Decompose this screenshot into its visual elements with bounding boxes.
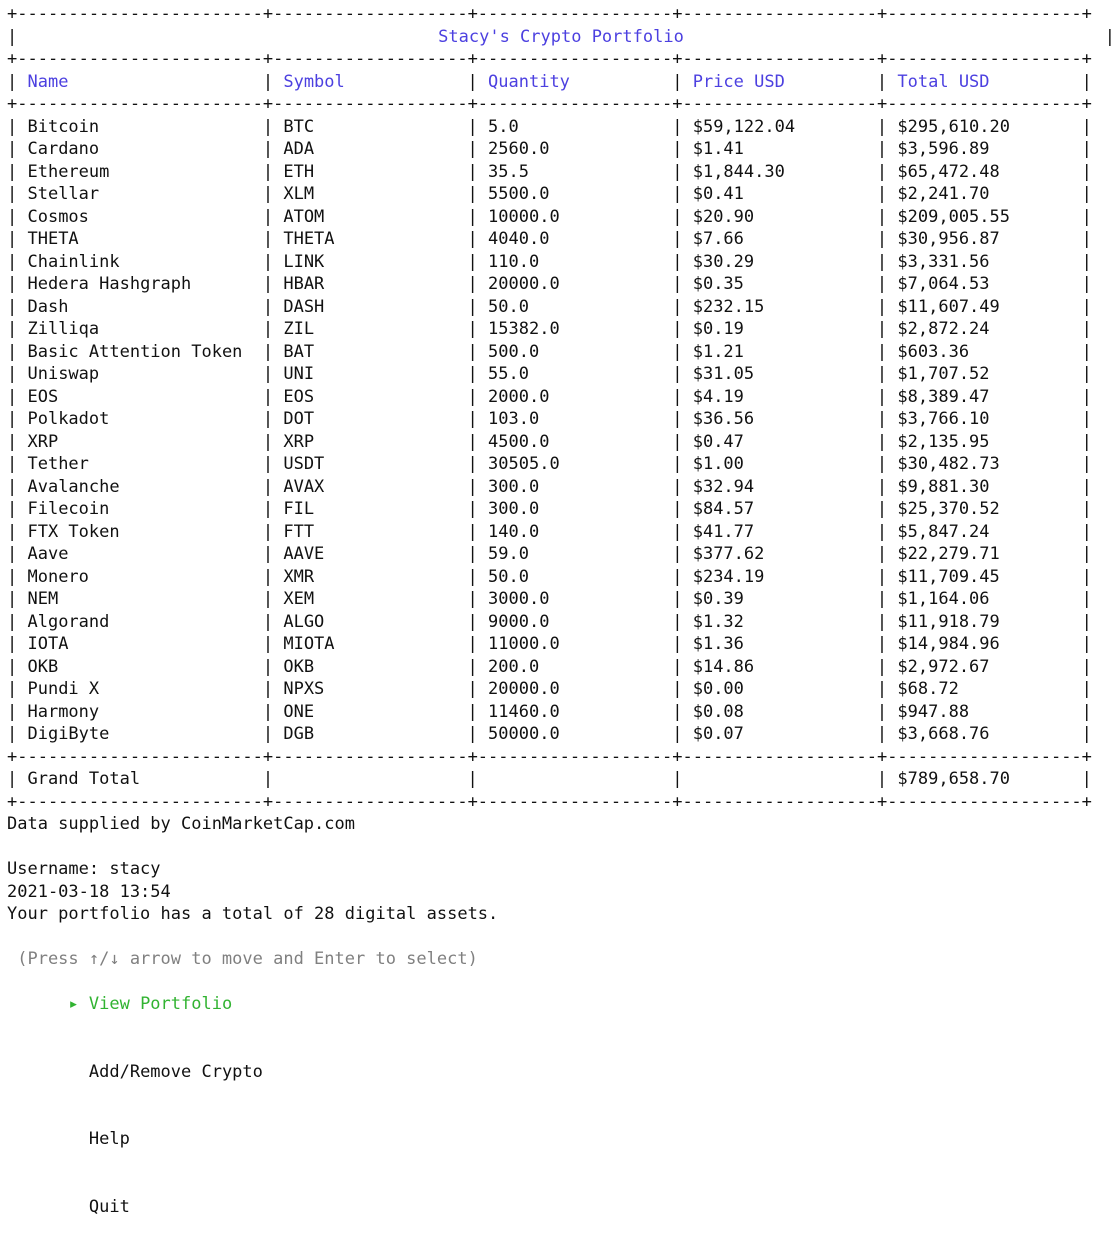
cell-symbol: | FTT xyxy=(263,521,468,544)
cell-quantity: | 20000.0 xyxy=(468,678,673,701)
cell-quantity: | 50.0 xyxy=(468,566,673,589)
cell-total: | $295,610.20 xyxy=(877,116,1082,139)
pipe xyxy=(1082,161,1092,184)
cell-quantity: | 11460.0 xyxy=(468,701,673,724)
table-row xyxy=(7,656,1115,679)
pipe xyxy=(1082,296,1092,319)
cell-name: | Pundi X xyxy=(7,678,263,701)
table-title-row xyxy=(7,26,1115,49)
cell-quantity: | 140.0 xyxy=(468,521,673,544)
cell-quantity: | 4500.0 xyxy=(468,431,673,454)
pipe xyxy=(1082,228,1092,251)
cell-total: | $5,847.24 xyxy=(877,521,1082,544)
pipe xyxy=(1082,656,1092,679)
cell-total: | $2,135.95 xyxy=(877,431,1082,454)
menu-item-view-portfolio[interactable] xyxy=(7,971,1115,1039)
cell-symbol: | ALGO xyxy=(263,611,468,634)
menu-item-label: Help xyxy=(88,1129,130,1149)
table-row xyxy=(7,476,1115,499)
cell-symbol: | LINK xyxy=(263,251,468,274)
cell-symbol: | AVAX xyxy=(263,476,468,499)
cell-name: | Zilliqa xyxy=(7,318,263,341)
grand-total-label-cell: | Grand Total xyxy=(7,768,263,791)
cell-symbol: | BAT xyxy=(263,341,468,364)
cell-symbol: | NPXS xyxy=(263,678,468,701)
table-row xyxy=(7,611,1115,634)
cell-price: | $0.41 xyxy=(672,183,877,206)
cell-quantity: | 300.0 xyxy=(468,498,673,521)
cell-symbol: | BTC xyxy=(263,116,468,139)
selection-arrow-icon: ▸ xyxy=(68,994,79,1014)
cell-name: | Ethereum xyxy=(7,161,263,184)
column-header-symbol: | Symbol xyxy=(263,71,468,94)
cell-name: | EOS xyxy=(7,386,263,409)
table-row xyxy=(7,701,1115,724)
cell-quantity: | 5.0 xyxy=(468,116,673,139)
column-header-name: | Name xyxy=(7,71,263,94)
cell-name: | DigiByte xyxy=(7,723,263,746)
cell-price: | $1.41 xyxy=(672,138,877,161)
cell-quantity: | 59.0 xyxy=(468,543,673,566)
timestamp-line: 2021-03-18 13:54 xyxy=(7,881,171,902)
cell-price: | $36.56 xyxy=(672,408,877,431)
cell-total: | $8,389.47 xyxy=(877,386,1082,409)
menu-item-quit[interactable] xyxy=(7,1173,1115,1241)
menu-item-label: Quit xyxy=(88,1196,130,1217)
cell-symbol: | MIOTA xyxy=(263,633,468,656)
cell-symbol: | XMR xyxy=(263,566,468,589)
cell-price: | $1.21 xyxy=(672,341,877,364)
table-row xyxy=(7,408,1115,431)
cell-total: | $3,668.76 xyxy=(877,723,1082,746)
menu xyxy=(7,971,1115,1241)
cell-total: | $3,331.56 xyxy=(877,251,1082,274)
cell-price: | $232.15 xyxy=(672,296,877,319)
cell-name: | NEM xyxy=(7,588,263,611)
table-row xyxy=(7,431,1115,454)
cell-total: | $1,164.06 xyxy=(877,588,1082,611)
cell-symbol: | ETH xyxy=(263,161,468,184)
cell-symbol: | ADA xyxy=(263,138,468,161)
cell-name: | IOTA xyxy=(7,633,263,656)
cell-total: | $2,872.24 xyxy=(877,318,1082,341)
cell-quantity: | 103.0 xyxy=(468,408,673,431)
pipe xyxy=(1082,453,1092,476)
cell-name: | Bitcoin xyxy=(7,116,263,139)
pipe xyxy=(1082,273,1092,296)
pipe xyxy=(1105,26,1115,49)
cell-price: | $59,122.04 xyxy=(672,116,877,139)
empty-cell xyxy=(468,768,673,791)
cell-price: | $1.00 xyxy=(672,453,877,476)
data-source-note: Data supplied by CoinMarketCap.com xyxy=(7,814,355,834)
pipe xyxy=(1082,408,1092,431)
grand-total-row xyxy=(7,768,1115,791)
cell-symbol: | XEM xyxy=(263,588,468,611)
grand-total-value-cell: | $789,658.70 xyxy=(877,768,1082,791)
cell-total: | $30,956.87 xyxy=(877,228,1082,251)
cell-price: | $31.05 xyxy=(672,363,877,386)
cell-price: | $0.35 xyxy=(672,273,877,296)
pipe xyxy=(1082,588,1092,611)
table-row xyxy=(7,521,1115,544)
cell-quantity: | 300.0 xyxy=(468,476,673,499)
cell-quantity: | 200.0 xyxy=(468,656,673,679)
cell-quantity: | 2560.0 xyxy=(468,138,673,161)
cell-symbol: | DGB xyxy=(263,723,468,746)
table-title: Stacy's Crypto Portfolio xyxy=(438,26,684,47)
cell-quantity: | 15382.0 xyxy=(468,318,673,341)
cell-symbol: | ONE xyxy=(263,701,468,724)
cell-total: | $9,881.30 xyxy=(877,476,1082,499)
cell-name: | Cardano xyxy=(7,138,263,161)
cell-quantity: | 50000.0 xyxy=(468,723,673,746)
cell-name: | Stellar xyxy=(7,183,263,206)
pipe xyxy=(1082,768,1092,791)
menu-item-help[interactable] xyxy=(7,1106,1115,1174)
empty-cell xyxy=(672,768,877,791)
table-row xyxy=(7,183,1115,206)
pipe xyxy=(1082,723,1092,746)
cell-total: | $22,279.71 xyxy=(877,543,1082,566)
pipe xyxy=(1082,341,1092,364)
pipe xyxy=(1082,363,1092,386)
cell-name: | Dash xyxy=(7,296,263,319)
cell-symbol: | HBAR xyxy=(263,273,468,296)
cell-quantity: | 500.0 xyxy=(468,341,673,364)
table-header-row xyxy=(7,71,1115,94)
cell-symbol: | AAVE xyxy=(263,543,468,566)
table-row xyxy=(7,228,1115,251)
table-border-above-grand-total: +------------------------+-------------------+-------------------+-------------------+-------------------+ xyxy=(7,746,1092,767)
menu-item-label: Add/Remove Crypto xyxy=(88,1061,263,1082)
cell-price: | $0.39 xyxy=(672,588,877,611)
table-row xyxy=(7,341,1115,364)
cell-total: | $30,482.73 xyxy=(877,453,1082,476)
cell-price: | $20.90 xyxy=(672,206,877,229)
table-border-top: +------------------------+-------------------+-------------------+-------------------+-------------------+ xyxy=(7,4,1092,24)
pipe xyxy=(1082,543,1092,566)
cell-quantity: | 2000.0 xyxy=(468,386,673,409)
cell-name: | Cosmos xyxy=(7,206,263,229)
pipe xyxy=(1082,206,1092,229)
column-header-price: | Price USD xyxy=(672,71,877,94)
cell-symbol: | OKB xyxy=(263,656,468,679)
pipe xyxy=(1082,183,1092,206)
table-row xyxy=(7,566,1115,589)
cell-name: | Algorand xyxy=(7,611,263,634)
cell-total: | $14,984.96 xyxy=(877,633,1082,656)
menu-item-add-remove-crypto[interactable] xyxy=(7,1038,1115,1106)
pipe xyxy=(1082,521,1092,544)
cell-name: | Avalanche xyxy=(7,476,263,499)
cell-name: | Chainlink xyxy=(7,251,263,274)
cell-total: | $947.88 xyxy=(877,701,1082,724)
cell-name: | Monero xyxy=(7,566,263,589)
table-row xyxy=(7,273,1115,296)
cell-name: | Polkadot xyxy=(7,408,263,431)
cell-total: | $11,918.79 xyxy=(877,611,1082,634)
cell-name: | Uniswap xyxy=(7,363,263,386)
cell-price: | $0.47 xyxy=(672,431,877,454)
cell-quantity: | 3000.0 xyxy=(468,588,673,611)
cell-symbol: | THETA xyxy=(263,228,468,251)
table-row xyxy=(7,116,1115,139)
cell-price: | $0.19 xyxy=(672,318,877,341)
table-border-bottom: +------------------------+-------------------+-------------------+-------------------+-------------------+ xyxy=(7,791,1092,812)
cell-total: | $1,707.52 xyxy=(877,363,1082,386)
cell-name: | FTX Token xyxy=(7,521,263,544)
table-row xyxy=(7,543,1115,566)
cell-price: | $30.29 xyxy=(672,251,877,274)
column-header-total: | Total USD xyxy=(877,71,1082,94)
table-row xyxy=(7,633,1115,656)
cell-symbol: | DOT xyxy=(263,408,468,431)
table-border-under-title: +------------------------+-------------------+-------------------+-------------------+-------------------+ xyxy=(7,49,1092,69)
table-row xyxy=(7,588,1115,611)
pipe xyxy=(1082,678,1092,701)
cell-symbol: | FIL xyxy=(263,498,468,521)
pipe xyxy=(7,26,17,49)
cell-name: | Basic Attention Token xyxy=(7,341,263,364)
cell-total: | $25,370.52 xyxy=(877,498,1082,521)
cell-total: | $209,005.55 xyxy=(877,206,1082,229)
cell-quantity: | 9000.0 xyxy=(468,611,673,634)
table-row xyxy=(7,138,1115,161)
pipe xyxy=(1082,701,1092,724)
cell-symbol: | ATOM xyxy=(263,206,468,229)
blank-line xyxy=(7,926,1115,949)
table-row xyxy=(7,723,1115,746)
cell-price: | $234.19 xyxy=(672,566,877,589)
cell-total: | $603.36 xyxy=(877,341,1082,364)
cell-total: | $2,972.67 xyxy=(877,656,1082,679)
cell-name: | Harmony xyxy=(7,701,263,724)
table-border-under-header: +------------------------+-------------------+-------------------+-------------------+-------------------+ xyxy=(7,94,1092,114)
cell-price: | $377.62 xyxy=(672,543,877,566)
blank-line xyxy=(7,836,1115,859)
cell-price: | $7.66 xyxy=(672,228,877,251)
username-line: Username: stacy xyxy=(7,859,161,879)
cell-quantity: | 20000.0 xyxy=(468,273,673,296)
cell-total: | $2,241.70 xyxy=(877,183,1082,206)
cell-total: | $3,596.89 xyxy=(877,138,1082,161)
cell-price: | $0.00 xyxy=(672,678,877,701)
cell-symbol: | DASH xyxy=(263,296,468,319)
cell-price: | $41.77 xyxy=(672,521,877,544)
cell-symbol: | XLM xyxy=(263,183,468,206)
table-row xyxy=(7,678,1115,701)
cell-symbol: | EOS xyxy=(263,386,468,409)
column-header-quantity: | Quantity xyxy=(468,71,673,94)
pipe xyxy=(1082,633,1092,656)
pipe xyxy=(1082,431,1092,454)
pipe xyxy=(1082,611,1092,634)
cell-price: | $14.86 xyxy=(672,656,877,679)
cell-total: | $65,472.48 xyxy=(877,161,1082,184)
pipe xyxy=(1082,318,1092,341)
cell-total: | $7,064.53 xyxy=(877,273,1082,296)
pipe xyxy=(1082,116,1092,139)
cell-symbol: | UNI xyxy=(263,363,468,386)
cell-price: | $1.32 xyxy=(672,611,877,634)
pipe xyxy=(1082,71,1092,94)
cell-total: | $11,709.45 xyxy=(877,566,1082,589)
table-row xyxy=(7,251,1115,274)
cell-quantity: | 4040.0 xyxy=(468,228,673,251)
table-row xyxy=(7,498,1115,521)
cell-symbol: | XRP xyxy=(263,431,468,454)
pipe xyxy=(1082,386,1092,409)
cell-quantity: | 11000.0 xyxy=(468,633,673,656)
cell-name: | THETA xyxy=(7,228,263,251)
table-row xyxy=(7,206,1115,229)
cell-quantity: | 55.0 xyxy=(468,363,673,386)
table-row xyxy=(7,386,1115,409)
menu-item-label: View Portfolio xyxy=(88,994,233,1014)
pipe xyxy=(1082,476,1092,499)
table-row xyxy=(7,363,1115,386)
portfolio-summary-line: Your portfolio has a total of 28 digital assets. xyxy=(7,904,499,924)
cell-price: | $32.94 xyxy=(672,476,877,499)
pipe xyxy=(1082,566,1092,589)
cell-name: | Hedera Hashgraph xyxy=(7,273,263,296)
cell-total: | $68.72 xyxy=(877,678,1082,701)
cell-quantity: | 5500.0 xyxy=(468,183,673,206)
pipe xyxy=(1082,251,1092,274)
cell-name: | OKB xyxy=(7,656,263,679)
cell-total: | $11,607.49 xyxy=(877,296,1082,319)
cell-price: | $0.08 xyxy=(672,701,877,724)
table-row xyxy=(7,453,1115,476)
menu-hint: (Press ↑/↓ arrow to move and Enter to select) xyxy=(17,949,478,969)
cell-symbol: | USDT xyxy=(263,453,468,476)
cell-quantity: | 110.0 xyxy=(468,251,673,274)
cell-name: | Aave xyxy=(7,543,263,566)
cell-price: | $0.07 xyxy=(672,723,877,746)
cell-price: | $1,844.30 xyxy=(672,161,877,184)
cell-price: | $1.36 xyxy=(672,633,877,656)
pipe xyxy=(1082,498,1092,521)
cell-name: | XRP xyxy=(7,431,263,454)
cell-total: | $3,766.10 xyxy=(877,408,1082,431)
cell-price: | $4.19 xyxy=(672,386,877,409)
cell-quantity: | 50.0 xyxy=(468,296,673,319)
table-row xyxy=(7,318,1115,341)
table-row xyxy=(7,296,1115,319)
table-row xyxy=(7,161,1115,184)
portfolio-table xyxy=(7,3,1115,813)
cell-quantity: | 35.5 xyxy=(468,161,673,184)
table-body xyxy=(7,116,1115,746)
cell-quantity: | 30505.0 xyxy=(468,453,673,476)
pipe xyxy=(1082,138,1092,161)
cell-quantity: | 10000.0 xyxy=(468,206,673,229)
cell-symbol: | ZIL xyxy=(263,318,468,341)
empty-cell xyxy=(263,768,468,791)
cell-price: | $84.57 xyxy=(672,498,877,521)
cell-name: | Filecoin xyxy=(7,498,263,521)
cell-name: | Tether xyxy=(7,453,263,476)
